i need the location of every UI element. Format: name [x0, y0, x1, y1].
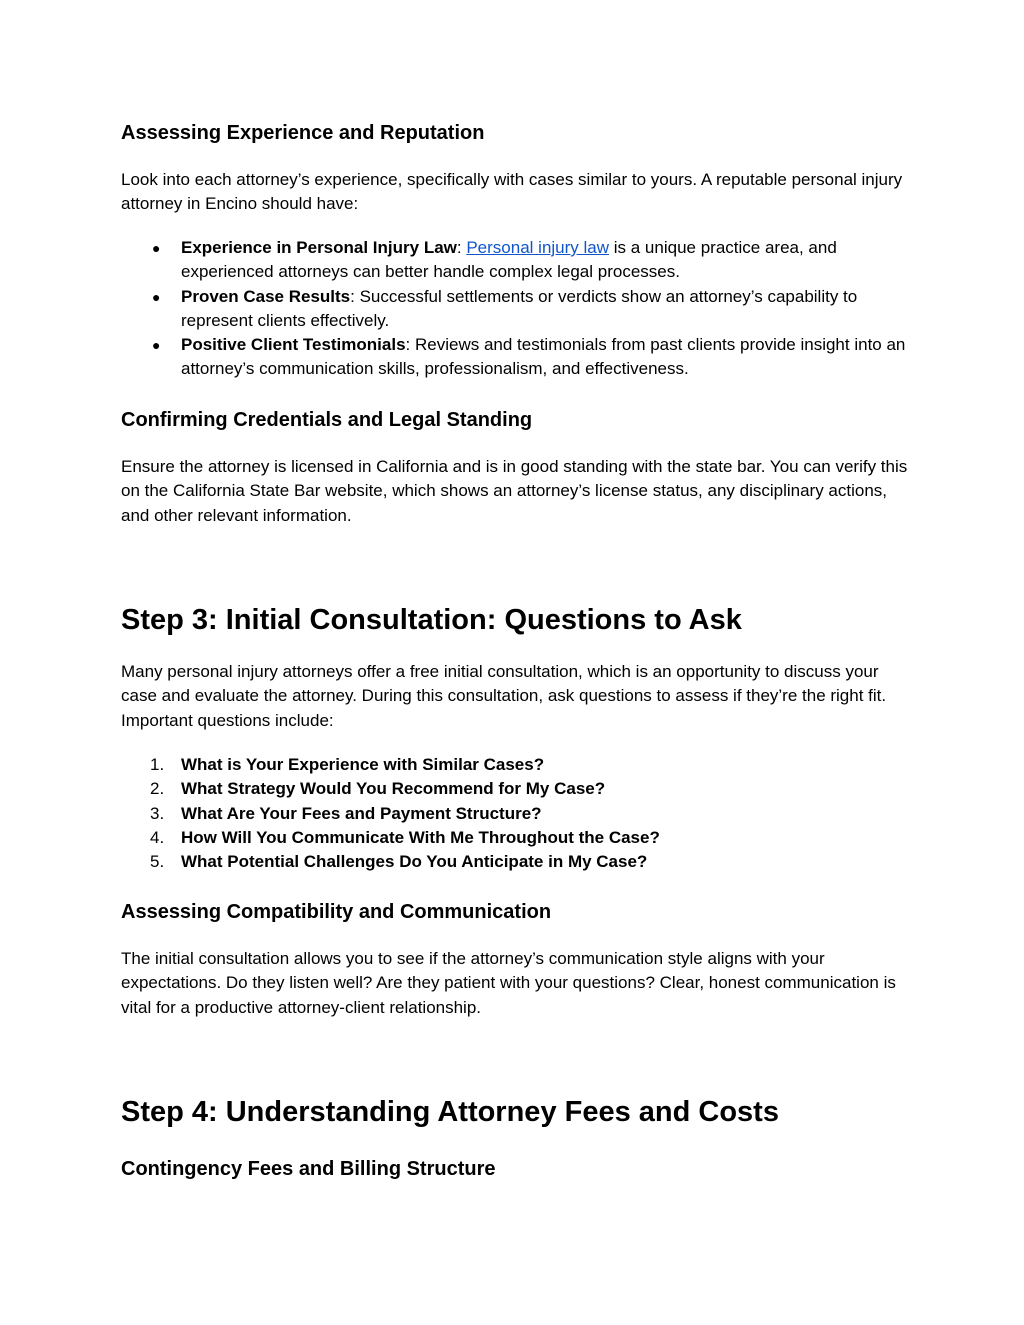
heading-step-4: Step 4: Understanding Attorney Fees and Costs	[121, 1096, 779, 1128]
personal-injury-law-link[interactable]: Personal injury law	[466, 238, 610, 257]
bullet-marker: ●	[152, 240, 161, 256]
paragraph-compatibility: The initial consultation allows you to see if the attorney’s communication style aligns with your expectations. Do they listen well? Are they patient with your questions? Clear, honest communication is vital for a productive attorney-client relationship.	[121, 949, 896, 1017]
bullet-text: : Reviews and testimonials from past clients provide insight into an attorney’s communication skills, professionalism, and effectiveness.	[181, 335, 906, 379]
heading-contingency-fees: Contingency Fees and Billing Structure	[121, 1158, 496, 1180]
paragraph-credentials: Ensure the attorney is licensed in California and is in good standing with the state bar. You can verify this on the California State Bar website, which shows an attorney’s license status, any disciplinary actions, and other relevant information.	[121, 457, 908, 525]
experience-bullet-list	[121, 236, 911, 382]
paragraph-experience-intro: Look into each attorney’s experience, specifically with cases similar to yours. A reputable personal injury attorney in Encino should have:	[121, 170, 903, 214]
heading-assessing-compatibility: Assessing Compatibility and Communication	[121, 901, 552, 923]
bullet-marker: ●	[152, 288, 161, 305]
paragraph-step3-intro: Many personal injury attorneys offer a free initial consultation, which is an opportunity to discuss your case and evaluate the attorney. During this consultation, ask questions to assess if they’re the right fit. Important questions include:	[121, 662, 887, 730]
bullet-term: Experience in Personal Injury Law	[181, 238, 457, 257]
list-item	[121, 850, 911, 874]
questions-numbered-list	[121, 753, 911, 874]
list-item	[121, 333, 911, 382]
list-number: 1.	[150, 755, 165, 774]
list-item	[121, 753, 911, 777]
list-item	[121, 777, 911, 801]
list-number: 5.	[150, 852, 165, 872]
bullet-text: : Successful settlements or verdicts show an attorney’s capability to represent clients effectively.	[181, 286, 858, 330]
question-text: What Strategy Would You Recommend for My Case?	[181, 779, 606, 799]
bullet-separator: :	[456, 238, 467, 257]
list-number: 2.	[150, 779, 165, 799]
list-item	[121, 285, 911, 334]
list-number: 3.	[150, 803, 165, 823]
bullet-text: is a unique practice area, and experienced attorneys can better handle complex legal processes.	[181, 238, 837, 282]
bullet-term: Proven Case Results	[181, 286, 351, 306]
list-item	[121, 826, 911, 850]
heading-assessing-experience: Assessing Experience and Reputation	[121, 122, 485, 144]
list-number: 4.	[150, 827, 165, 847]
question-text: How Will You Communicate With Me Throughout the Case?	[181, 827, 660, 847]
question-text: What Potential Challenges Do You Anticipate in My Case?	[181, 852, 648, 872]
heading-confirming-credentials: Confirming Credentials and Legal Standing	[121, 409, 533, 431]
list-item	[121, 802, 911, 826]
heading-step-3: Step 3: Initial Consultation: Questions to Ask	[121, 604, 742, 636]
bullet-term: Positive Client Testimonials	[181, 335, 406, 355]
question-text: What Are Your Fees and Payment Structure?	[181, 803, 542, 823]
question-text: What is Your Experience with Similar Cases?	[181, 755, 545, 774]
list-item	[121, 236, 911, 285]
bullet-marker: ●	[152, 337, 161, 354]
